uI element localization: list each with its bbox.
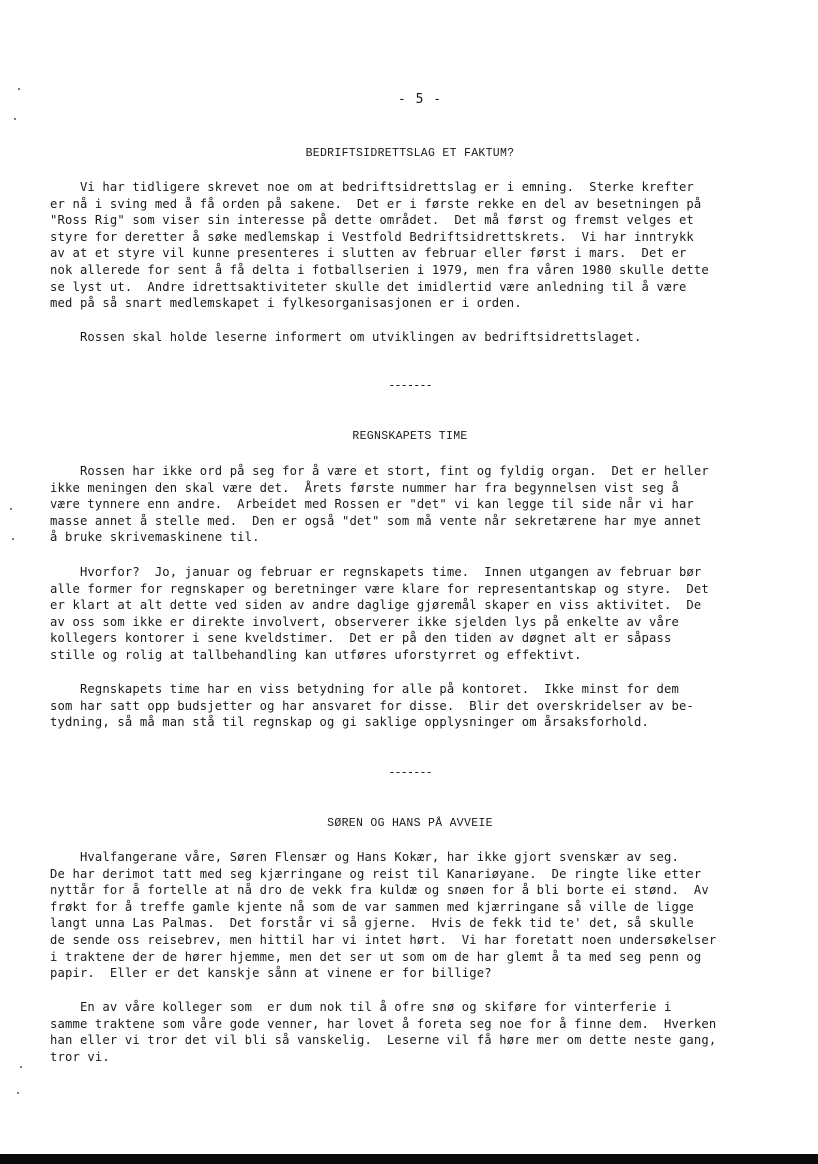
text-line: kollegers kontorer i sene kveldstimer. Det er på den tiden av døgnet alt er såpass (50, 631, 672, 646)
scan-speck (12, 538, 14, 540)
text-line: være tynnere enn andre. Arbeidet med Rossen er "det" vi kan legge til side når vi har (50, 497, 694, 512)
text-line: Regnskapets time har en viss betydning for alle på kontoret. Ikke minst for dem (50, 682, 679, 696)
paragraph (50, 681, 790, 731)
text-line: de sende oss reisebrev, men hittil har vi intet hørt. Vi har foretatt noen undersøkelser (50, 932, 717, 947)
scan-speck (18, 88, 20, 90)
paragraph (50, 564, 790, 664)
text-line: stille og rolig at tallbehandling kan utføres uforstyrret og effektivt. (50, 647, 582, 662)
text-line: Hvorfor? Jo, januar og februar er regnskapets time. Innen utgangen av februar bør (50, 565, 702, 579)
section-heading-regnskapets-time: REGNSKAPETS TIME (352, 430, 468, 443)
text-line: Vi har tidligere skrevet noe om at bedriftsidrettslag er i emning. Sterke krefter (50, 180, 694, 194)
text-line: nok allerede for sent å få delta i fotballserien i 1979, men fra våren 1980 skulle dette (50, 262, 709, 277)
text-line: frøkt for å treffe gamle kjente nå som de var sammen med kjærringane så ville de ligge (50, 899, 694, 914)
text-line: nyttår for å fortelle at nå dro de vekk fra kuldæ og snøen for å bli borte ei stønd. Av (50, 883, 709, 898)
paragraph (50, 463, 790, 546)
text-line: av oss som ikke er direkte involvert, observerer ikke sjelden lys på enkelte av våre (50, 614, 679, 629)
text-line: å bruke skrivemaskinene til. (50, 530, 260, 545)
page-number: - 5 - (397, 92, 443, 107)
text-line: med på så snart medlemskapet i fylkesorganisasjonen er i orden. (50, 296, 522, 311)
text-line: er nå i sving med å få orden på sakene. Det er i første rekke en del av besetningen på (50, 196, 702, 211)
text-line: er klart at alt dette ved siden av andre daglige gjøremål skaper en viss aktivitet. De (50, 598, 702, 613)
scan-speck (10, 508, 12, 510)
text-line: "Ross Rig" som viser sin interesse på dette området. Det må først og fremst velges et (50, 213, 694, 228)
text-line: masse annet å stelle med. Den er også "det" som må vente når sekretærene har mye annet (50, 513, 702, 528)
paragraph (50, 999, 790, 1065)
scan-speck (14, 118, 16, 120)
text-line: alle former for regnskaper og beretninger være klare for representantskap og styre. Det (50, 581, 709, 596)
text-line: Hvalfangerane våre, Søren Flensær og Hans Kokær, har ikke gjort svenskær av seg. (50, 850, 679, 864)
text-line: De har derimot tatt med seg kjærringane og reist til Kanariøyane. De ringte like etter (50, 866, 702, 881)
scan-edge-bar (0, 1154, 818, 1164)
text-line: han eller vi tror det vil bli så vanskelig. Leserne vil få høre mer om dette neste gang, (50, 1033, 717, 1048)
section-heading-soren-og-hans: SØREN OG HANS PÅ AVVEIE (327, 817, 493, 830)
text-line: se lyst ut. Andre idrettsaktiviteter skulle det imidlertid være anledning til å være (50, 279, 687, 294)
text-line: papir. Eller er det kanskje sånn at vinene er for billige? (50, 966, 492, 981)
text-line: tydning, så må man stå til regnskap og gi saklige opplysninger om årsaksforhold. (50, 715, 649, 730)
text-line: som har satt opp budsjetter og har ansvaret for disse. Blir det overskridelser av be- (50, 698, 694, 713)
text-line: Rossen har ikke ord på seg for å være et stort, fint og fyldig organ. Det er heller (50, 464, 709, 478)
text-line: styre for deretter å søke medlemskap i Vestfold Bedriftsidrettskrets. Vi har inntrykk (50, 229, 694, 244)
paragraph (50, 849, 790, 982)
paragraph (50, 329, 790, 346)
text-line: En av våre kolleger som er dum nok til å ofre snø og skiføre for vinterferie i (50, 1000, 672, 1014)
section-divider: ------- (388, 765, 432, 779)
text-line: samme traktene som våre gode venner, har lovet å foreta seg noe for å finne dem. Hverken (50, 1016, 717, 1031)
section-divider: ------- (388, 378, 432, 392)
text-line: av at et styre vil kunne presenteres i slutten av februar eller først i mars. Det er (50, 246, 687, 261)
text-line: tror vi. (50, 1049, 110, 1064)
scan-speck (17, 1092, 19, 1094)
text-line: i traktene der de hører hjemme, men det ser ut som om de har glemt å ta med seg penn og (50, 949, 702, 964)
text-line: ikke meningen den skal være det. Årets første nummer har fra begynnelsen vist seg å (50, 480, 679, 495)
text-line: langt unna Las Palmas. Det forstår vi så gjerne. Hvis de fekk tid te' det, så skulle (50, 916, 694, 931)
section-heading-bedriftsidrettslag: BEDRIFTSIDRETTSLAG ET FAKTUM? (305, 147, 515, 160)
scan-speck (20, 1066, 22, 1068)
paragraph (50, 179, 790, 312)
text-line: Rossen skal holde leserne informert om utviklingen av bedriftsidrettslaget. (50, 330, 642, 344)
